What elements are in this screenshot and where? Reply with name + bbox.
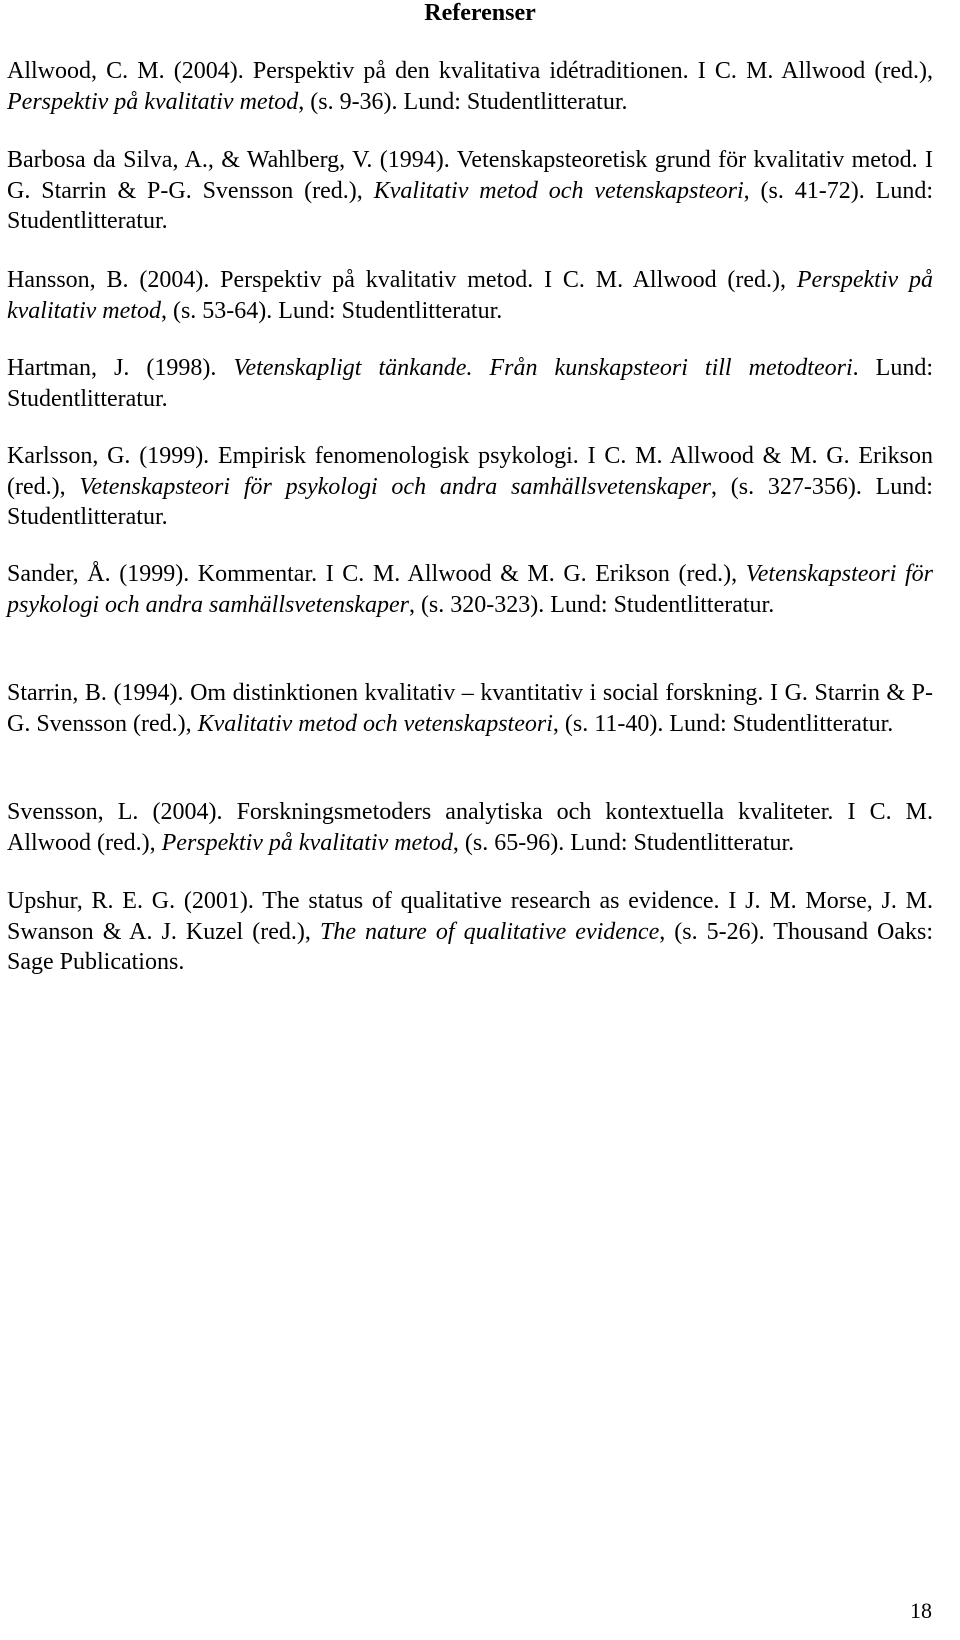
- reference-text: , (s. 11-40). Lund: Studentlitteratur.: [552, 710, 894, 737]
- reference-entry: [7, 265, 933, 326]
- reference-text: , (s. 65-96). Lund: Studentlitteratur.: [452, 829, 795, 856]
- reference-text: , (s. 41-72). Lund: Studentlitteratur.: [7, 177, 933, 234]
- reference-text: Svensson, L. (2004). Forskningsmetoders analytiska och kontextuella kvaliteter. I C. M. Allwood (red.),: [7, 799, 933, 856]
- reference-entry: [7, 56, 933, 117]
- reference-title: Vetenskapligt tänkande. Från kunskapsteori till metodteori: [233, 355, 853, 381]
- reference-text: Hansson, B. (2004). Perspektiv på kvalitativ metod. I C. M. Allwood (red.),: [7, 267, 797, 293]
- reference-title: Vetenskapsteori för psykologi och andra samhällsvetenskaper: [79, 473, 711, 500]
- reference-text: . Lund: Studentlitteratur.: [7, 355, 934, 412]
- reference-entry: [7, 559, 933, 620]
- reference-entry: [7, 678, 933, 739]
- reference-title: The nature of qualitative evidence: [319, 918, 660, 945]
- reference-title: Perspektiv på kvalitativ metod: [161, 829, 453, 856]
- reference-title: Kvalitativ metod och vetenskapsteori: [373, 177, 744, 204]
- reference-text: Karlsson, G. (1999). Empirisk fenomenologisk psykologi. I C. M. Allwood & M. G. Erikson (red.),: [7, 443, 933, 500]
- reference-title: Kvalitativ metod och vetenskapsteori: [197, 710, 553, 737]
- reference-entry: [7, 353, 933, 414]
- reference-text: , (s. 9-36). Lund: Studentlitteratur.: [298, 88, 628, 115]
- reference-text: , (s. 53-64). Lund: Studentlitteratur.: [160, 297, 503, 324]
- reference-text: Barbosa da Silva, A., & Wahlberg, V. (1994). Vetenskapsteoretisk grund för kvalitativ metod. I G. Starrin & P-G. Svensson (red.),: [7, 147, 933, 204]
- reference-text: Allwood, C. M. (2004). Perspektiv på den kvalitativa idétraditionen. I C. M. Allwood (red.),: [7, 58, 933, 84]
- reference-text: , (s. 5-26). Thousand Oaks: Sage Publications.: [7, 918, 933, 975]
- reference-entry: [7, 886, 933, 978]
- page-title: Referenser: [424, 0, 536, 26]
- reference-text: , (s. 327-356). Lund: Studentlitteratur.: [7, 473, 933, 530]
- reference-text: Starrin, B. (1994). Om distinktionen kvalitativ – kvantitativ i social forskning. I G. Starrin & P-G. Svensson (red.),: [7, 680, 933, 737]
- reference-text: , (s. 320-323). Lund: Studentlitteratur.: [408, 591, 775, 618]
- reference-text: Hartman, J. (1998).: [7, 355, 234, 381]
- reference-text: Sander, Å. (1999). Kommentar. I C. M. Allwood & M. G. Erikson (red.),: [7, 561, 746, 587]
- reference-title: Vetenskapsteori för psykologi och andra samhällsvetenskaper: [7, 561, 934, 618]
- reference-entry: [7, 145, 933, 237]
- reference-text: Upshur, R. E. G. (2001). The status of qualitative research as evidence. I J. M. Morse, J. M. Swanson & A. J. Kuzel (red.),: [7, 888, 933, 945]
- reference-entry: [7, 797, 933, 858]
- reference-entry: [7, 441, 933, 533]
- page-number: 18: [910, 1598, 932, 1623]
- reference-title: Perspektiv på kvalitativ metod: [7, 88, 299, 115]
- reference-title: Perspektiv på kvalitativ metod: [7, 267, 933, 324]
